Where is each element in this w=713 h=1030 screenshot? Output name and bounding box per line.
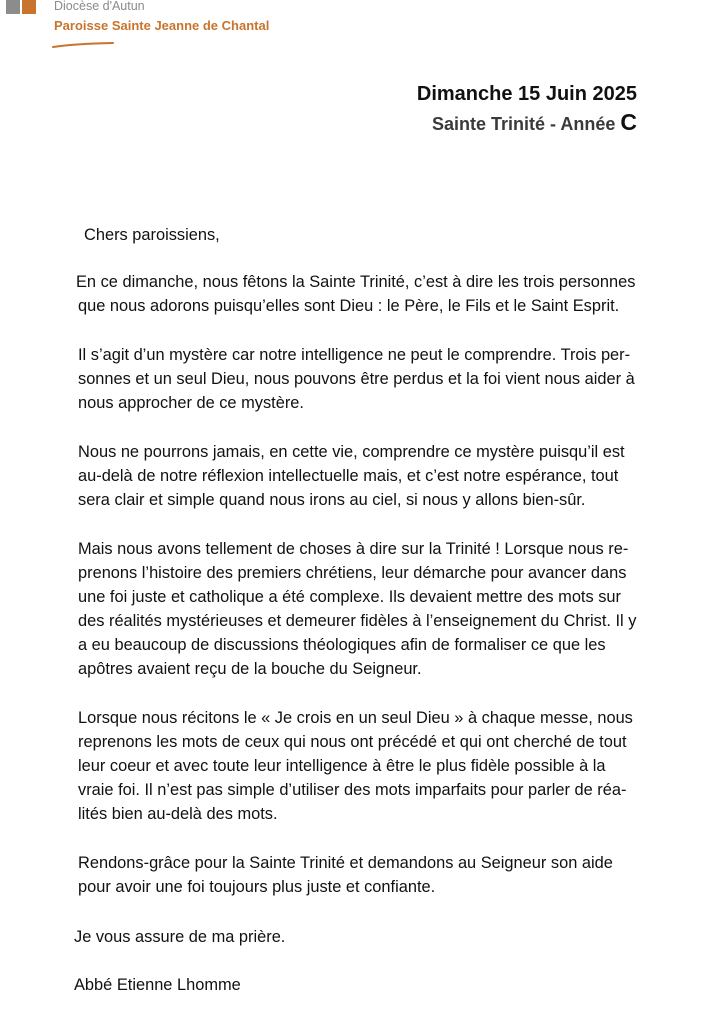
paragraph-6-line-2: pour avoir une foi toujours plus juste et confiante. (78, 878, 436, 896)
diocese-logo-icon (6, 0, 36, 14)
diocese-name: Diocèse d'Autun (54, 0, 145, 13)
brush-stroke-underline (52, 42, 114, 48)
paragraph-3-line-3: sera clair et simple quand nous irons au ciel, si nous y allons bien-sûr. (78, 491, 586, 509)
paragraph-5-line-4: vraie foi. Il n’est pas simple d’utiliser des mots imparfaits pour parler de réa- (78, 781, 627, 799)
paragraph-4-line-3: une foi juste et catholique a été complexe. Ils devaient mettre des mots sur (78, 588, 622, 606)
paragraph-5-line-5: lités bien au-delà des mots. (78, 805, 278, 823)
paragraph-3-line-2: au-delà de notre réflexion intellectuelle mais, et c’est notre espérance, tout (78, 467, 619, 485)
feast-heading (432, 109, 637, 136)
liturgical-year-letter: C (620, 109, 637, 135)
feast-name: Sainte Trinité - Année (431, 114, 616, 134)
paragraph-5-line-3: leur coeur et avec toute leur intelligence à être le plus fidèle possible à la (78, 757, 606, 775)
logo-square-orange (22, 0, 36, 14)
paragraph-1-line-1: En ce dimanche, nous fêtons la Sainte Trinité, c’est à dire les trois personnes (76, 273, 636, 291)
parish-name: Paroisse Sainte Jeanne de Chantal (54, 18, 270, 33)
greeting: Chers paroissiens, (84, 226, 220, 244)
paragraph-5-line-2: reprenons les mots de ceux qui nous ont précédé et qui ont cherché de tout (78, 733, 627, 751)
paragraph-4-line-5: a eu beaucoup de discussions théologiques afin de formaliser ce que les (78, 636, 606, 654)
paragraph-2-line-1: Il s’agit d’un mystère car notre intelligence ne peut le comprendre. Trois per- (78, 346, 631, 364)
paragraph-2-line-2: sonnes et un seul Dieu, nous pouvons être perdus et la foi vient nous aider à (78, 370, 635, 388)
signature: Abbé Etienne Lhomme (74, 976, 241, 994)
paragraph-4-line-6: apôtres avaient reçu de la bouche du Seigneur. (78, 660, 422, 678)
paragraph-4-line-4: des réalités mystérieuses et demeurer fidèles à l’enseignement du Christ. Il y (78, 612, 637, 630)
paragraph-6-line-1: Rendons-grâce pour la Sainte Trinité et demandons au Seigneur son aide (78, 854, 613, 872)
paragraph-2-line-3: nous approcher de ce mystère. (78, 394, 304, 412)
paragraph-4-line-1: Mais nous avons tellement de choses à dire sur la Trinité ! Lorsque nous re- (78, 540, 629, 558)
logo-square-gray (6, 0, 20, 14)
paragraph-4-line-2: prenons l’histoire des premiers chrétiens, leur démarche pour avancer dans (78, 564, 627, 582)
paragraph-3-line-1: Nous ne pourrons jamais, en cette vie, comprendre ce mystère puisqu’il est (78, 443, 625, 461)
date-heading: Dimanche 15 Juin 2025 (416, 83, 637, 105)
paragraph-5-line-1: Lorsque nous récitons le « Je crois en un seul Dieu » à chaque messe, nous (78, 709, 633, 727)
paragraph-1-line-2: que nous adorons puisqu’elles sont Dieu : le Père, le Fils et le Saint Esprit. (78, 297, 620, 315)
closing-line: Je vous assure de ma prière. (74, 928, 286, 946)
